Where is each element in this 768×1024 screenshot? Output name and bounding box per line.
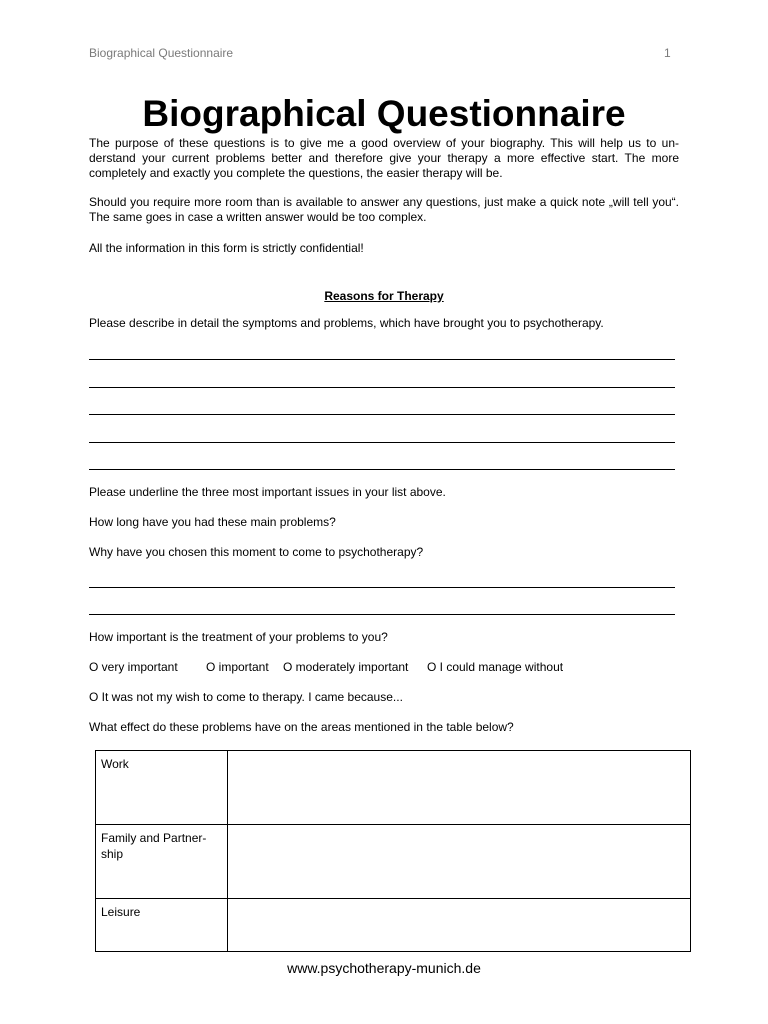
answer-line-symptoms-4[interactable] bbox=[89, 442, 675, 443]
table-row bbox=[96, 899, 691, 952]
running-header-title: Biographical Questionnaire bbox=[89, 46, 234, 60]
table-label-work: Work bbox=[96, 751, 228, 825]
option-moderately-important[interactable]: O moderately important bbox=[283, 660, 409, 674]
answer-line-why-now-2[interactable] bbox=[89, 614, 675, 615]
table-label-leisure: Leisure bbox=[96, 899, 228, 952]
question-how-long: How long have you had these main problems? bbox=[89, 515, 336, 529]
option-could-manage-without[interactable]: O I could manage without bbox=[427, 660, 564, 674]
question-why-now: Why have you chosen this moment to come to psychotherapy? bbox=[89, 545, 424, 559]
intro-paragraph-confidential: All the information in this form is strictly confidential! bbox=[89, 241, 364, 255]
question-describe-symptoms: Please describe in detail the symptoms and problems, which have brought you to psychotherapy. bbox=[89, 316, 604, 330]
question-underline-issues: Please underline the three most important issues in your list above. bbox=[89, 485, 446, 499]
footer-website: www.psychotherapy-munich.de bbox=[287, 960, 481, 976]
table-row bbox=[96, 751, 691, 825]
question-effect-areas: What effect do these problems have on the areas mentioned in the table below? bbox=[89, 720, 514, 734]
answer-line-symptoms-2[interactable] bbox=[89, 387, 675, 388]
answer-line-why-now-1[interactable] bbox=[89, 587, 675, 588]
intro-paragraph-purpose: The purpose of these questions is to give me a good overview of your biography. This will help us to understand your current problems better and therefore give your therapy a more effective start. The more completely and exactly you complete the questions, the easier therapy will be. bbox=[89, 136, 679, 180]
section-heading-reasons: Reasons for Therapy bbox=[324, 289, 444, 303]
table-answer-family[interactable] bbox=[228, 825, 691, 899]
table-answer-work[interactable] bbox=[228, 751, 691, 825]
answer-line-symptoms-5[interactable] bbox=[89, 469, 675, 470]
table-answer-leisure[interactable] bbox=[228, 899, 691, 952]
effects-table bbox=[95, 750, 691, 952]
option-not-my-wish[interactable]: O It was not my wish to come to therapy. I came because... bbox=[89, 690, 403, 704]
question-importance: How important is the treatment of your problems to you? bbox=[89, 630, 388, 644]
intro-paragraph-more-room: Should you require more room than is available to answer any questions, just make a quick note „will tell you“. The same goes in case a written answer would be too complex. bbox=[89, 195, 679, 224]
option-very-important[interactable]: O very important bbox=[89, 660, 178, 674]
page-number: 1 bbox=[664, 46, 671, 60]
table-label-family: Family and Partnership bbox=[96, 825, 228, 899]
answer-line-symptoms-1[interactable] bbox=[89, 359, 675, 360]
answer-line-symptoms-3[interactable] bbox=[89, 414, 675, 415]
table-row bbox=[96, 825, 691, 899]
document-title: Biographical Questionnaire bbox=[142, 93, 626, 134]
option-important[interactable]: O important bbox=[206, 660, 269, 674]
